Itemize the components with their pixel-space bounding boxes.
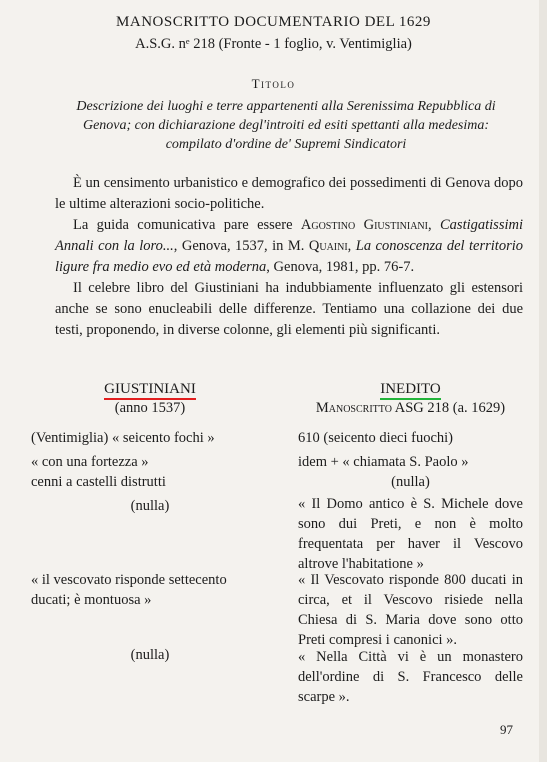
paragraph-3-text: Il celebre libro del Giustiniani ha indubbiamente influenzato gli estensori anche se sono enucleabili delle differenze. Tentiamo una collazione dei due testi, proponendo, in diverse colonne, gli elementi più significanti.: [55, 280, 523, 338]
paragraph-1: [55, 173, 523, 215]
page-edge-shadow: [539, 0, 547, 762]
right-paragraph-domo: « Il Domo antico è S. Michele dove sono dui Preti, e non è molto frequentata per haver il Vescovo altrove l'habitatione »: [298, 496, 523, 572]
left-line-5: « il vescovato risponde settecento: [31, 572, 227, 588]
heading-inedito: INEDITO: [380, 381, 441, 400]
paragraph-2-sep-1: ,: [427, 217, 440, 233]
right-paragraph-monastero: « Nella Città vi è un monastero dell'ordine di S. Francesco delle scarpe ».: [298, 649, 523, 705]
page-number: 97: [500, 722, 513, 737]
right-paragraph-vescovato: « Il Vescovato risponde 800 ducati in circa, et il Vescovo risiede nella Chiesa di S. Maria dove sono otto Preti compresi i canonici ».: [298, 572, 523, 648]
right-line-nulla: (nulla): [391, 474, 430, 490]
paragraph-2-text-a: La guida comunicativa pare essere: [73, 217, 301, 233]
subheading-manoscritto: Manoscritto: [315, 400, 392, 416]
section-label: Titolo: [251, 76, 296, 91]
heading-giustiniani: GIUSTINIANI: [104, 381, 196, 400]
paragraph-2-text-e: , Genova, 1981, pp. 76-7.: [266, 259, 415, 275]
author-giustiniani: Agostino Giustiniani: [300, 217, 428, 233]
left-column-heading: [60, 381, 240, 398]
left-line-6: ducati; è montuosa »: [31, 592, 152, 608]
book-title-annali: Castigatissimi Annali con la loro...: [55, 217, 523, 254]
right-line-1: 610 (seicento dieci fuochi): [298, 430, 454, 446]
right-line-2: idem + « chiamata S. Paolo »: [298, 454, 469, 470]
paragraph-3: [55, 278, 523, 341]
author-quaini: Quaini: [308, 238, 348, 254]
right-column-subheading: [298, 400, 523, 417]
paragraph-2-sep-2: ,: [347, 238, 356, 254]
paragraph-1-text: È un censimento urbanistico e demografico dei possedimenti di Genova dopo le ultime alterazioni socio-politiche.: [55, 175, 523, 212]
document-title: MANOSCRITTO DOCUMENTARIO DEL 1629: [116, 14, 431, 30]
left-column-subheading: (anno 1537): [114, 400, 186, 416]
left-line-nulla-2: (nulla): [130, 647, 170, 663]
left-line-nulla-1: (nulla): [130, 498, 170, 514]
paragraph-2: [55, 215, 523, 278]
right-column-heading: [298, 381, 523, 398]
book-title-conoscenza: La conoscenza del territorio ligure fra medio evo ed età moderna: [55, 238, 524, 275]
left-line-1: (Ventimiglia) « seicento fochi »: [31, 430, 215, 446]
paragraph-2-text-c: , Genova, 1537, in M.: [173, 238, 309, 254]
subheading-reference: ASG 218 (a. 1629): [391, 400, 506, 416]
section-description: Descrizione dei luoghi e terre appartenenti alla Serenissima Repubblica di Genova; con dichiarazione degl'introiti ed esiti spettanti alla medesima: compilato d'ordine de' Supremi Sindicatori: [76, 99, 496, 152]
document-subtitle: A.S.G. nᵉ 218 (Fronte - 1 foglio, v. Ventimiglia): [135, 36, 412, 52]
left-line-3: cenni a castelli distrutti: [31, 474, 166, 490]
left-line-2: « con una fortezza »: [31, 454, 149, 470]
